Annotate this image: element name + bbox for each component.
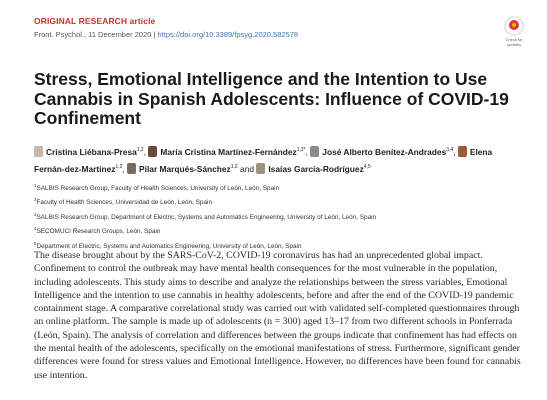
author-avatar [256, 163, 265, 174]
author-avatar [127, 163, 136, 174]
author-avatar [458, 146, 467, 157]
author-avatar [34, 146, 43, 157]
article-title: Stress, Emotional Intelligence and the Intention to Use Cannabis in Spanish Adolescents: Influence of COVID-19 Confinement [34, 69, 509, 128]
affiliation-item: $^3$SALBIS Research Group, Department of Electric, Systems and Automatics Engineering, University of León, León, Spain [34, 211, 377, 221]
check-for-updates-icon [504, 16, 524, 36]
affiliation-item: $^4$SECOMUCI Research Groups, León, Spain [34, 226, 161, 236]
affiliation-item: $^1$SALBIS Research Group, Faculty of Health Sciences, University of León, León, Spain [34, 183, 280, 193]
check-for-updates-text: Check for updates [505, 37, 523, 47]
author-link[interactable]: Elena Fernán-dez-Martínez$^{1,2}$ [34, 146, 493, 174]
author-link[interactable]: Cristina Liébana-Presa$^{1,2}$ [34, 147, 144, 157]
author-link[interactable]: José Alberto Benítez-Andrades$^{3,4}$ [310, 147, 453, 157]
affiliation-item: $^2$Faculty of Health Sciences, Universidad de León, León, Spain [34, 197, 213, 207]
author-avatar [148, 146, 157, 157]
author-link[interactable]: Isaías García-Rodríguez$^{4,5}$ [256, 164, 370, 174]
check-for-updates-badge[interactable] [499, 16, 529, 50]
author-link[interactable]: Pilar Marqués-Sánchez$^{1,2}$ [127, 164, 238, 174]
author-link[interactable]: María Cristina Martínez-Fernández$^{1,2*}$ [148, 147, 305, 157]
affiliation-list [34, 180, 524, 252]
author-avatar [310, 146, 319, 157]
doi-link[interactable]: https://doi.org/10.3389/fpsyg.2020.582578 [157, 30, 299, 39]
affiliation-item: $^5$Department of Electric, Systems and Automatics Engineering, University of León, León, Spain [34, 240, 302, 250]
article-type-label: ORIGINAL RESEARCH article [34, 16, 156, 26]
citation-line [34, 30, 298, 39]
journal-citation: Front. Psychol., 11 December 2020 [34, 30, 152, 39]
citation-separator: | [151, 30, 158, 39]
author-list: Cristina Liébana-Presa$^{1,2}$, María Cristina Martínez-Fernández$^{1,2*}$, José Alberto Benítez-Andrades$^{3,4}$, Elena Fernán-dez-Martínez$^{1,2}$, Pilar Marqués-Sánchez$^{1,2}$ and Isaías García-Rodríguez$^{4,5}$ [34, 146, 493, 174]
abstract-paragraph: The disease brought about by the SARS-CoV-2, COVID-19 coronavirus has had an unprecedented global impact. Confinement to control the outbreak may have mental health consequences for the most vulnerable in the population, including adolescents. This study aims to describe and analyze the relationships between the stress variables, Emotional Intelligence and the intention to use cannabis in healthy adolescents, before and after the end of the COVID-19 pandemic containment stage. A comparative correlational study was carried out with validated self-completed questionnaires through an online platform. The sample is made up of adolescents (n = 300) aged 13–17 from two different schools in Ponferrada (León, Spain). The analysis of correlation and differences between the groups indicate that confinement has had effects on the mental health of the adolescents, specifically on the emotional manifestations of stress. Furthermore, significant gender differences were found for stress values and Emotional Intelligence. However, no differences have been found for cannabis use intention. [34, 250, 521, 381]
